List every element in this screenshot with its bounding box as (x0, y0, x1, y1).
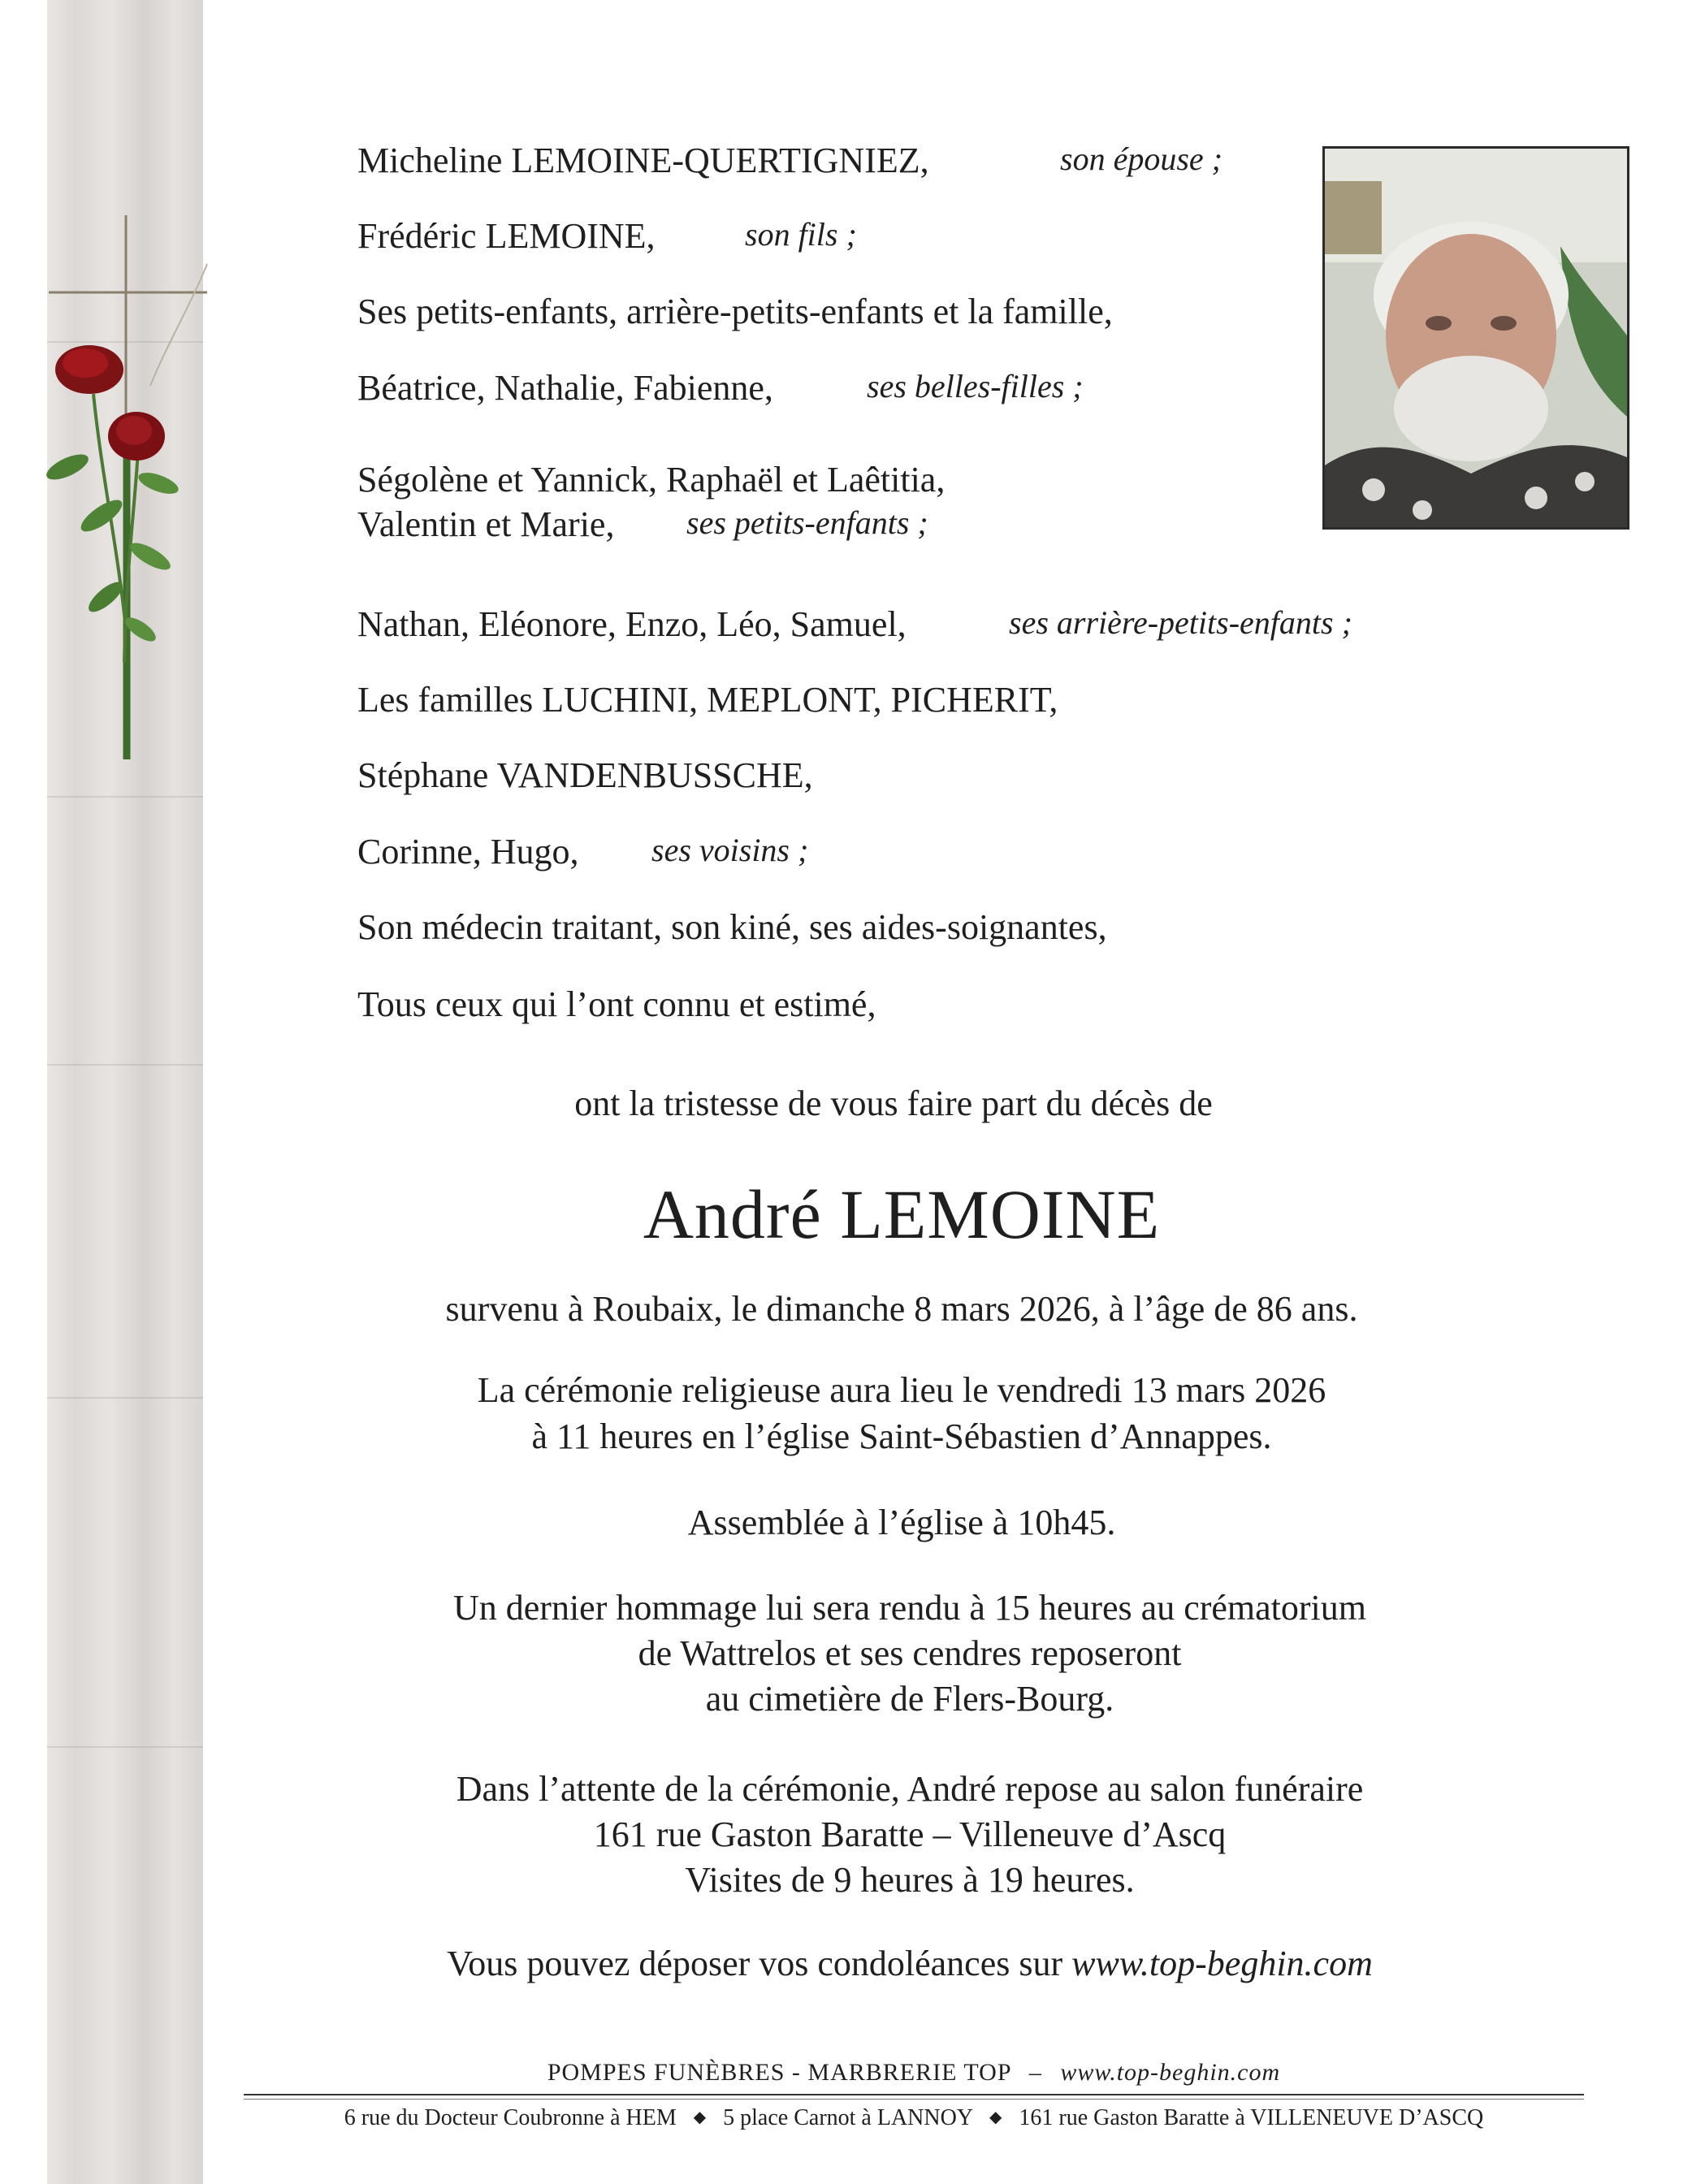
mourner-name: Son médecin traitant, son kiné, ses aides-soignantes, (357, 907, 1107, 947)
footer-divider (244, 2094, 1584, 2095)
mourner-role: ses petits-enfants ; (686, 504, 928, 541)
mourner-line (357, 755, 813, 796)
assembly-text: Assemblée à l’église à 10h45. (687, 1503, 1116, 1542)
mourner-role: ses voisins ; (651, 832, 809, 868)
mourner-line (357, 831, 809, 872)
mourner-name: Micheline LEMOINE-QUERTIGNIEZ, (357, 141, 929, 180)
condolences-text: Vous pouvez déposer vos condoléances sur (447, 1944, 1063, 1983)
viewing-line-1: Dans l’attente de la cérémonie, André repose au salon funéraire (456, 1769, 1364, 1809)
cross-and-roses-icon (45, 207, 232, 776)
bullet-icon: ◆ (693, 2108, 707, 2126)
footer-separator: – (1028, 2059, 1042, 2086)
tribute-line-1: Un dernier hommage lui sera rendu à 15 heures au crématorium (452, 1588, 1367, 1628)
mourner-line (357, 291, 1113, 332)
mourner-name: Ségolène et Yannick, Raphaël et Laêtitia, (357, 460, 946, 500)
mourner-name: Corinne, Hugo, (357, 832, 579, 871)
mourner-name: Les familles LUCHINI, MEPLONT, PICHERIT, (357, 680, 1058, 720)
mourner-line (357, 504, 928, 545)
mourner-name: Béatrice, Nathalie, Fabienne, (357, 368, 773, 408)
mourner-line (357, 984, 876, 1025)
tribute-line-2: de Wattrelos et ses cendres reposeront (638, 1633, 1182, 1673)
footer-divider (244, 2099, 1584, 2100)
company-name: POMPES FUNÈBRES - MARBRERIE TOP (547, 2059, 1011, 2086)
viewing-line-3: Visites de 9 heures à 19 heures. (685, 1860, 1135, 1900)
mourner-name: Frédéric LEMOINE, (357, 216, 656, 256)
mourner-line (357, 679, 1058, 720)
ceremony-line-2: à 11 heures en l’église Saint-Sébastien d’Annappes. (531, 1416, 1272, 1456)
address-villeneuve: 161 rue Gaston Baratte à VILLENEUVE D’ASCQ (1019, 2105, 1484, 2130)
mourner-line (357, 459, 945, 500)
address-lannoy: 5 place Carnot à LANNOY (723, 2105, 973, 2130)
mourner-name: Ses petits-enfants, arrière-petits-enfants et la famille, (357, 292, 1113, 331)
footer-company-line (244, 2059, 1584, 2087)
bullet-icon: ◆ (989, 2108, 1002, 2126)
condolences-website-link[interactable]: www.top-beghin.com (1071, 1944, 1373, 1983)
mourner-line (357, 140, 1222, 181)
mourner-name: Stéphane VANDENBUSSCHE, (357, 755, 813, 795)
viewing-line-2: 161 rue Gaston Baratte – Villeneuve d’Ascq (593, 1814, 1227, 1854)
death-info: survenu à Roubaix, le dimanche 8 mars 2026, à l’âge de 86 ans. (445, 1289, 1358, 1329)
address-hem: 6 rue du Docteur Coubronne à HEM (344, 2105, 677, 2130)
mourner-role: son épouse ; (1060, 141, 1222, 177)
mourner-name: Nathan, Eléonore, Enzo, Léo, Samuel, (357, 604, 907, 644)
mourner-role: ses arrière-petits-enfants ; (1009, 604, 1352, 641)
mourner-name: Valentin et Marie, (357, 504, 615, 544)
mourner-line (357, 367, 1084, 409)
deceased-photo (1322, 146, 1629, 530)
mourner-line (357, 603, 1352, 645)
footer-website-link[interactable]: www.top-beghin.com (1060, 2059, 1281, 2086)
mourner-role: ses belles-filles ; (867, 368, 1084, 404)
tribute-line-3: au cimetière de Flers-Bourg. (705, 1679, 1114, 1719)
mourner-role: son fils ; (745, 216, 857, 253)
ceremony-line-1: La cérémonie religieuse aura lieu le vendredi 13 mars 2026 (477, 1370, 1326, 1410)
announcement-text: ont la tristesse de vous faire part du décès de (574, 1083, 1213, 1123)
deceased-name: André LEMOINE (643, 1175, 1161, 1253)
footer-addresses (244, 2105, 1584, 2131)
mourner-line (357, 215, 857, 257)
mourner-line (357, 906, 1107, 948)
mourner-name: Tous ceux qui l’ont connu et estimé, (357, 984, 876, 1024)
condolences-line (349, 1943, 1470, 1984)
